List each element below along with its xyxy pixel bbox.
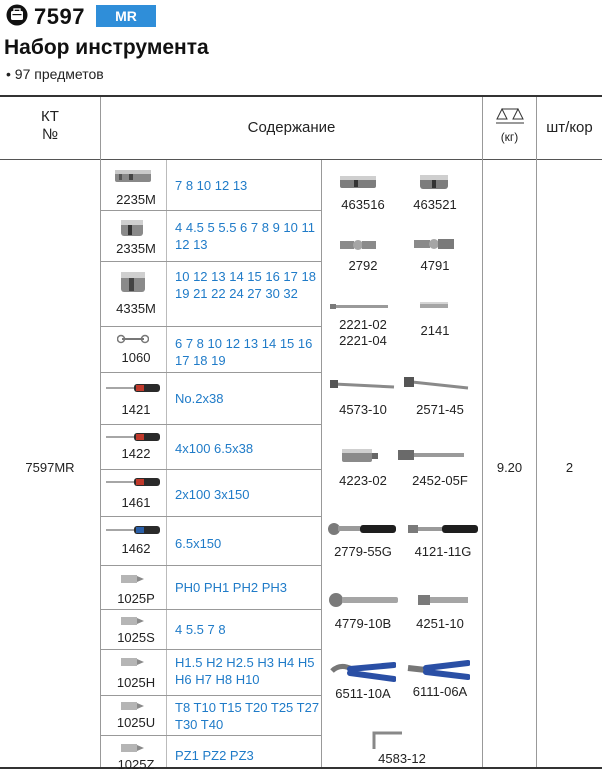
item-sizes: T8 T10 T15 T20 T25 T27 T30 T40: [175, 700, 320, 732]
accessory-code: 4583-12: [378, 751, 426, 766]
item-code: 4335M: [116, 301, 156, 316]
item-sizes: 6 7 8 10 12 13 14 15 16 17 18 19: [175, 336, 313, 368]
accessory-code: 463521: [413, 197, 457, 212]
kt-number: 7597MR: [25, 460, 75, 475]
pliers-icon: [406, 659, 470, 681]
universal-joint-icon: [414, 236, 454, 252]
item-code: 1025U: [116, 715, 156, 730]
impact-socket-icon: [121, 271, 145, 293]
item-code: 1025P: [117, 591, 155, 606]
bit-icon: [121, 701, 145, 711]
col-divider: [100, 97, 101, 767]
bit-icon: [121, 616, 145, 626]
bit-icon: [121, 743, 145, 753]
accessory-code: 6511-10A: [335, 686, 391, 701]
item-sizes: H1.5 H2 H2.5 H3 H4 H5 H6 H7 H8 H10: [175, 655, 315, 687]
ratchet-handle-icon: [328, 592, 398, 608]
t-handle-icon: [330, 378, 396, 394]
accessory-code: 4791: [420, 258, 450, 273]
qty-value: 2: [565, 460, 574, 475]
item-code: 1461: [121, 495, 151, 510]
header-content: Содержание: [247, 119, 336, 136]
header-kt: КТ №: [41, 108, 59, 143]
item-sizes: 4 4.5 5 5.5 6 7 8 9 10 11 12 13: [175, 220, 315, 252]
item-count: • 97 предметов: [6, 66, 104, 82]
water-pump-pliers-icon: [330, 661, 396, 683]
accessory-code: 2141: [420, 323, 450, 338]
model-number: 7597: [34, 4, 85, 29]
item-sizes: PH0 PH1 PH2 PH3: [175, 580, 287, 595]
item-sizes: 4 5.5 7 8: [175, 622, 226, 637]
socket-icon: [420, 174, 448, 190]
item-sizes: 2x100 3x150: [175, 487, 250, 502]
header-separator: [0, 159, 602, 160]
accessory-code: 2221-02 2221-04: [339, 317, 387, 348]
item-sizes: PZ1 PZ2 PZ3: [175, 748, 254, 763]
hex-key-icon: [368, 729, 404, 751]
table-top-border: [0, 95, 602, 97]
accessory-code: 2571-45: [416, 402, 464, 417]
accessory-code: 2792: [348, 258, 378, 273]
accessory-code: 4573-10: [339, 402, 387, 417]
accessory-code: 2452-05F: [412, 473, 468, 488]
item-code: 1060: [121, 350, 151, 365]
item-sizes: 7 8 10 12 13: [175, 178, 248, 193]
item-code: 1025H: [116, 675, 156, 690]
table-bottom-border: [0, 767, 602, 769]
socket-icon: [121, 219, 143, 237]
scale-icon: [495, 107, 525, 125]
slide-bar-icon: [398, 449, 464, 463]
deep-socket-icon: [115, 168, 151, 184]
hinge-handle-icon: [404, 377, 470, 393]
item-code: 2335M: [116, 241, 156, 256]
item-sizes: 4x100 6.5x38: [175, 441, 254, 456]
item-code: 2235M: [116, 192, 156, 207]
accessory-code: 4779-10B: [334, 616, 392, 631]
header-qty: шт/кор: [546, 119, 593, 136]
screwdriver-icon: [106, 477, 162, 487]
extension-bar-icon: [418, 594, 468, 606]
screwdriver-icon: [106, 525, 162, 535]
accessory-code: 2779-55G: [334, 544, 392, 559]
col-divider: [321, 160, 322, 767]
page-title: Набор инструмента: [4, 36, 209, 59]
item-sizes: 6.5x150: [175, 536, 222, 551]
header-weight: (кг): [483, 107, 536, 144]
item-code: 1462: [121, 541, 151, 556]
mr-badge: MR: [96, 5, 156, 27]
item-code: 1025Z: [117, 757, 155, 772]
ratchet-handle-icon: [326, 522, 396, 536]
screwdriver-icon: [106, 383, 162, 393]
extension-bar-icon: [330, 302, 388, 310]
accessory-code: 6111-06A: [412, 684, 468, 699]
weight-value: 9.20: [496, 460, 523, 475]
tool-set-icon: [6, 4, 28, 26]
accessory-code: 463516: [341, 197, 385, 212]
contents-table: [0, 95, 602, 772]
spark-plug-socket-icon: [342, 447, 378, 465]
extension-bar-icon: [420, 300, 448, 310]
bit-icon: [121, 574, 145, 584]
item-sizes: 10 12 13 14 15 16 17 18 19 21 22 24 27 30 32: [175, 269, 316, 301]
col-divider: [482, 97, 483, 767]
accessory-code: 4121-11G: [414, 544, 472, 559]
accessory-code: 4223-02: [339, 473, 387, 488]
deep-socket-icon: [340, 175, 376, 189]
screwdriver-icon: [106, 432, 162, 442]
item-sizes: No.2x38: [175, 391, 224, 406]
accessory-code: 4251-10: [416, 616, 464, 631]
wrench-icon: [117, 334, 149, 344]
item-code: 1422: [121, 446, 151, 461]
bit-icon: [121, 657, 145, 667]
universal-joint-icon: [340, 238, 376, 252]
col-divider: [166, 160, 167, 767]
flex-handle-icon: [408, 522, 478, 536]
item-code: 1025S: [117, 630, 155, 645]
col-divider: [536, 97, 537, 767]
item-code: 1421: [121, 402, 151, 417]
